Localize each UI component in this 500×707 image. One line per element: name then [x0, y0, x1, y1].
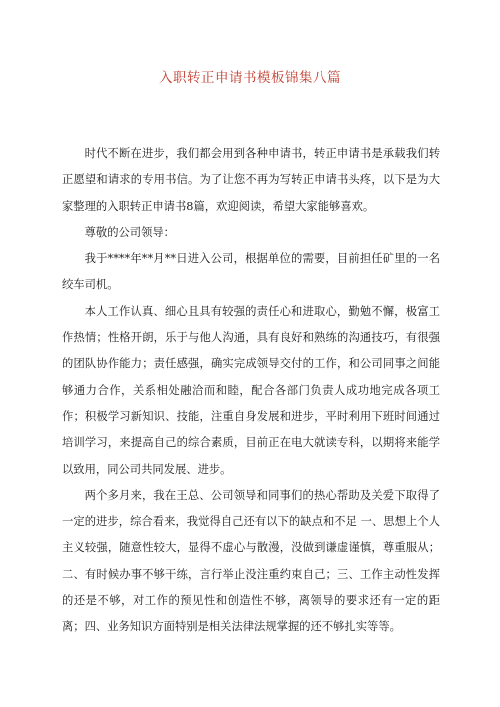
- paragraph-intro: 时代不断在进步，我们都会用到各种申请书，转正申请书是承载我们转正愿望和请求的专用书信。为了让您不再为写转正申请书头疼，以下是为大家整理的入职转正申请书8篇，欢迎阅读，希望大家能够喜欢。: [62, 147, 440, 213]
- paragraph-salutation: 尊敬的公司领导：: [84, 225, 175, 239]
- paragraph-self-evaluation: 本人工作认真、细心且具有较强的责任心和进取心，勤勉不懈，极富工作热情；性格开朗，乐于与他人沟通，具有良好和熟练的沟通技巧，有很强的团队协作能力；责任感强，确实完成领导交付的工作，和公司同事之间能够通力合作，关系相处融洽而和睦，配合各部门负责人成功地完成各项工作；积极学习新知识、技能，注重自身发展和进步，平时利用下班时间通过培训学习，来提高自己的综合素质，目前正在电大就读专科，以期将来能学以致用，同公司共同发展、进步。: [62, 304, 440, 476]
- paragraph-shortcomings: 两个多月来，我在王总、公司领导和同事们的热心帮助及关爱下取得了一定的进步，综合看来，我觉得自己还有以下的缺点和不足 一、思想上个人主义较强，随意性较大，显得不虚心与散漫，没做到谦虚谨慎，尊重服从；二、有时候办事不够干练，言行举止没注重约束自己；三、工作主动性发挥的还是不够，对工作的预见性和创造性不够，离领导的要求还有一定的距离；四、业务知识方面特别是相关法律法规掌握的还不够扎实等等。: [62, 488, 440, 634]
- document-body: [62, 141, 440, 641]
- paragraph-entry: 我于****年**月**日进入公司，根据单位的需要，目前担任矿里的一名绞车司机。: [62, 252, 440, 292]
- document-title: 入职转正申请书模板锦集八篇: [159, 70, 341, 86]
